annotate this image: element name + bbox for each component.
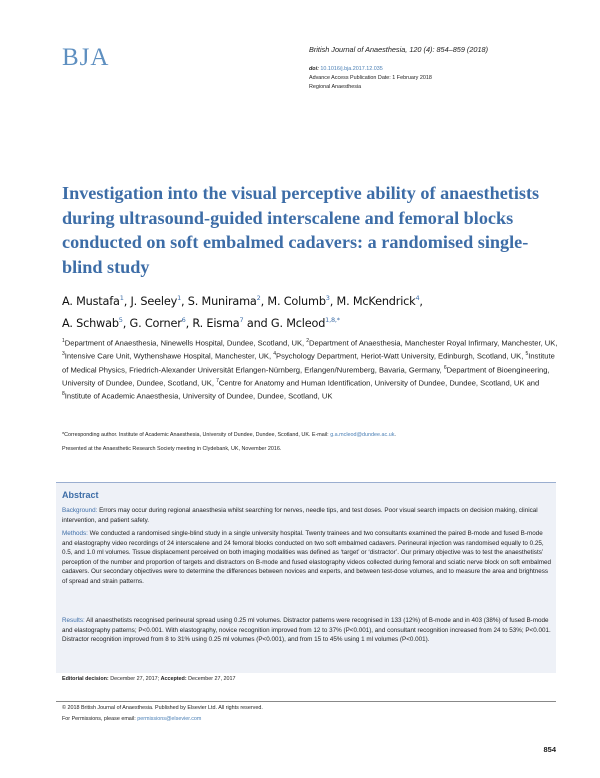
doi-label: doi: [309, 66, 319, 72]
abstract-methods: Methods: We conducted a randomised single-blind study in a single university hospital. Twenty trainees and two consultants examined the paired B-mode and fused B-mode and elastography video recordings of 24 interscalene and 24 femoral blocks conducted on two soft embalmed cadavers. Perineural injection was randomised equally to 0.25, 0.5, and 1.0 ml volumes. Tissue displacement perceived on both imaging modalities was defined as ‘target’ or ‘distractor’. Our primary objective was to test the anaesthetists’ perception of the number and proportion of targets and distractors on B-mode and fused elastography videos collected during femoral and sciatic nerve block on soft embalmed cadavers. Our secondary objectives were to determine the differences between novices and experts, and between test-dose volumes, and to measure the area and brightness of spread and strain patterns. [62, 530, 551, 585]
permissions-email-link[interactable]: permissions@elsevier.com [137, 716, 202, 722]
author: A. Mustafa$^1$, [62, 294, 131, 308]
author: G. Mcleod$^{1,8,*}$ [270, 315, 340, 330]
author: R. Eisma$^7$ and [192, 315, 271, 330]
journal-info [309, 45, 559, 92]
affiliations: $^1$Department of Anaesthesia, Ninewells Hospital, Dundee, Scotland, UK, $^2$Department of Anaesthesia, Manchester Royal Infirmary, Manchester, UK, $^3$Intensive Care Unit, Wythenshawe Hospital, Manchester, UK, $^4$Psychology Department, Heriot-Watt University, Edinburgh, Scotland, UK, $^5$Institute of Medical Physics, Friedrich-Alexander Universität Erlangen-Nürnberg, Erlangen/Nuremberg, Bavaria, Germany, $^6$Department of Bioengineering, University of Dundee, Dundee, Scotland, UK, $^7$Centre for Anatomy and Human Identification, University of Dundee, Dundee, Scotland, UK and $^8$Institute of Academic Anaesthesia, University of Dundee, Dundee, Scotland, UK [62, 338, 558, 401]
page-number: 854 [543, 745, 556, 754]
presented-note: Presented at the Anaesthetic Research Society meeting in Clydebank, UK, November 2016. [62, 446, 282, 452]
author: M. McKendrick$^4$, [336, 294, 423, 308]
advance-access-date: Advance Access Publication Date: 1 February 2018 [309, 75, 432, 81]
footer-divider [56, 701, 556, 702]
editorial-dates: Editorial decision: December 27, 2017; Accepted: December 27, 2017 [62, 676, 236, 682]
author: S. Munirama$^2$, [187, 294, 268, 308]
author: J. Seeley$^1$, [130, 294, 188, 308]
article-title: Investigation into the visual perceptive ability of anaesthetists during ultrasound-guided interscalene and femoral blocks conducted on soft embalmed cadavers: a randomised single-blind study [62, 183, 540, 277]
author: G. Corner$^6$, [129, 315, 193, 330]
permissions-line: For Permissions, please email: permissions@elsevier.com [62, 716, 202, 722]
journal-citation: British Journal of Anaesthesia, 120 (4): 854–859 (2018) [309, 45, 489, 54]
doi-link[interactable]: 10.1016/j.bja.2017.12.035 [320, 66, 383, 72]
abstract-background: Background: Errors may occur during regional anaesthesia whilst searching for nerves, needle tips, and test doses. Poor visual search impacts on decision making, clinical intervention, and patient safety. [62, 507, 538, 524]
journal-logo: BJA [62, 44, 110, 71]
author: M. Columb$^3$, [267, 294, 337, 308]
copyright-line: © 2018 British Journal of Anaesthesia. Published by Elsevier Ltd. All rights reserved. [62, 705, 263, 711]
abstract-results: Results: All anaesthetists recognised perineural spread using 0.25 ml volumes. Distractor patterns were recognised in 133 (12%) of B-mode and in 403 (38%) of fused B-mode and elastography patterns; P<0.001. With elastography, novice recognition improved from 12 to 37% (P<0.001), and consultant recognition increased from 24 to 53%; P<0.001. Distractor recognition improved from 8 to 31% using 0.25 ml volumes (P<0.001), and from 15 to 45% using 1 ml volumes (P<0.001). [62, 617, 551, 644]
author: A. Schwab$^5$, [62, 315, 130, 330]
author-list [62, 289, 562, 333]
article-section: Regional Anaesthesia [309, 84, 362, 90]
abstract-heading: Abstract [62, 490, 99, 500]
author-email-link[interactable]: g.a.mcleod@dundee.ac.uk [330, 432, 395, 438]
corresponding-author-note: *Corresponding author. Institute of Academic Anaesthesia, University of Dundee, Dundee, Scotland, UK. E-mail: g.a.mcleod@dundee.ac.uk. [62, 432, 396, 438]
doi-line [309, 65, 559, 74]
